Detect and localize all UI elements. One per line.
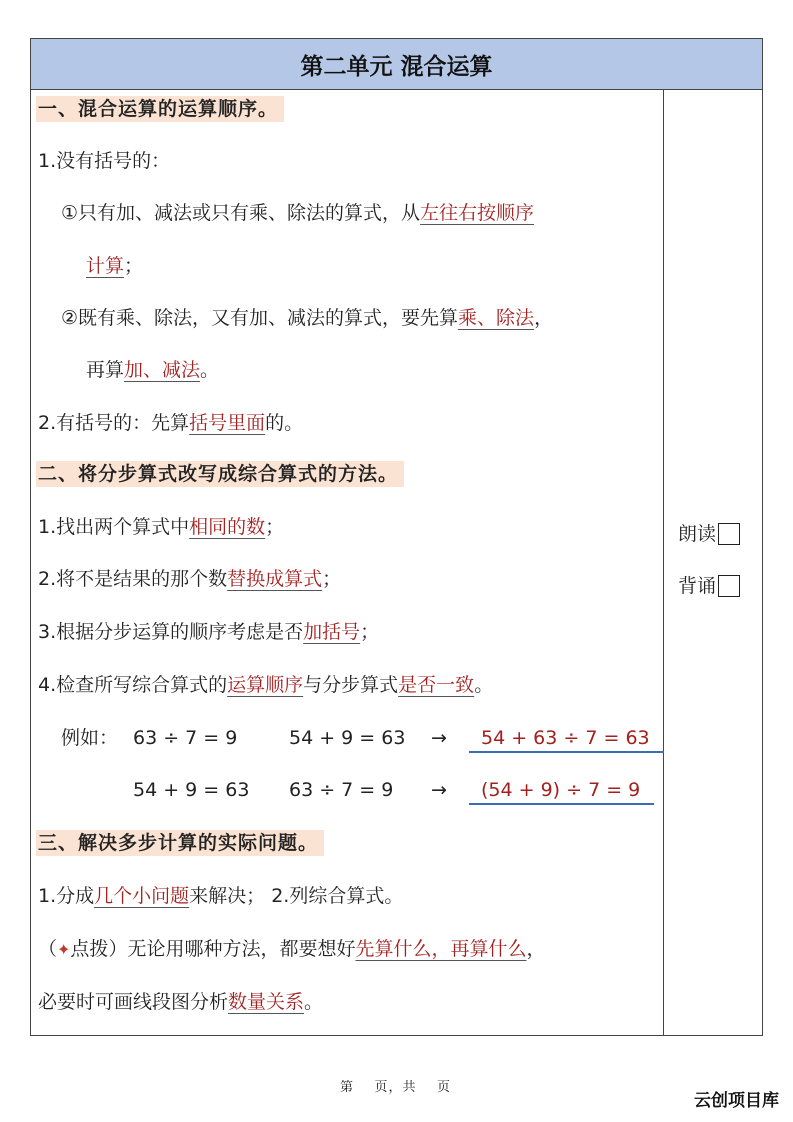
s3-line-2-text: 无论用哪种方法，都要想好 xyxy=(127,938,356,960)
example-1-step-a: 63 ÷ 7 = 9 xyxy=(133,727,238,749)
checklist-column xyxy=(664,89,762,1035)
s3-line-2 xyxy=(38,935,546,964)
s1-line-2-text: ①只有加、减法或只有乘、除法的算式，从 xyxy=(61,202,421,224)
page-title: 第二单元 混合运算 xyxy=(31,39,762,90)
answer-blank: 乘、除法 xyxy=(458,307,535,329)
s2-line-4 xyxy=(38,671,493,699)
s2-line-1-text: 1.找出两个算式中 xyxy=(38,516,190,538)
answer-blank: 括号里面 xyxy=(189,412,266,434)
answer-blank: 数量关系 xyxy=(228,991,305,1013)
punct: ， xyxy=(534,307,554,329)
punct: ； xyxy=(322,568,342,590)
s2-line-4-mid: 与分步算式 xyxy=(303,674,399,696)
worksheet xyxy=(30,38,763,1036)
section-3-heading: 三、解决多步计算的实际问题。 xyxy=(36,830,324,856)
section-1-heading: 一、混合运算的运算顺序。 xyxy=(36,96,284,122)
s1-line-4 xyxy=(61,304,553,332)
recite-check[interactable] xyxy=(678,573,740,599)
s2-line-3-text: 3.根据分步运算的顺序考虑是否 xyxy=(38,621,304,643)
punct: 。 xyxy=(200,359,220,381)
example-2-step-b: 63 ÷ 7 = 9 xyxy=(289,779,394,801)
punct: 的。 xyxy=(265,412,304,434)
s1-line-6-text: 2.有括号的：先算 xyxy=(38,412,190,434)
s2-line-4-text: 4.检查所写综合算式的 xyxy=(38,674,228,696)
page-footer: 第 页，共 页 xyxy=(340,1080,452,1095)
section-1 xyxy=(36,95,284,123)
s2-line-2-text: 2.将不是结果的那个数 xyxy=(38,568,228,590)
answer-blank: (54 + 9) ÷ 7 = 9 xyxy=(469,777,654,805)
s2-line-3 xyxy=(38,618,379,646)
answer-blank: 计算 xyxy=(86,255,125,277)
content-column xyxy=(31,89,664,1035)
paren-open: （ xyxy=(38,938,58,960)
example-2-answer xyxy=(469,776,654,805)
answer-blank: 加括号 xyxy=(303,621,361,643)
punct: 。 xyxy=(474,674,494,696)
section-2 xyxy=(36,460,404,488)
punct: 。 xyxy=(304,991,324,1013)
brand-watermark: 云创项目库 xyxy=(694,1091,779,1111)
answer-blank: 54 + 63 ÷ 7 = 63 xyxy=(469,725,664,753)
read-checkbox[interactable] xyxy=(718,523,740,545)
answer-blank: 几个小问题 xyxy=(94,885,190,907)
punct: ； xyxy=(265,516,285,538)
recite-checkbox[interactable] xyxy=(718,575,740,597)
s2-line-2 xyxy=(38,565,341,593)
read-label: 朗读 xyxy=(678,523,717,545)
s1-line-4-text: ②既有乘、除法，又有加、减法的算式，要先算 xyxy=(61,307,459,329)
example-1-answer xyxy=(469,724,664,753)
s3-line-1-rest: 来解决； 2.列综合算式。 xyxy=(189,885,404,907)
example-1-step-b: 54 + 9 = 63 xyxy=(289,727,406,749)
punct: ； xyxy=(124,255,144,277)
example-2-step-a: 54 + 9 = 63 xyxy=(133,779,250,801)
punct: ， xyxy=(526,938,546,960)
s3-line-3-text: 必要时可画线段图分析 xyxy=(38,991,229,1013)
s3-line-1-text: 1.分成 xyxy=(38,885,95,907)
s1-line-5 xyxy=(86,356,219,384)
s1-line-3 xyxy=(86,252,143,280)
punct: ； xyxy=(360,621,380,643)
read-check[interactable] xyxy=(678,521,740,547)
answer-blank: 替换成算式 xyxy=(227,568,323,590)
arrow-icon: → xyxy=(431,727,447,749)
s3-line-3 xyxy=(38,988,323,1016)
answer-blank: 加、减法 xyxy=(124,359,201,381)
s2-line-1 xyxy=(38,513,284,541)
section-3 xyxy=(36,829,324,857)
answer-blank: 先算什么，再算什么 xyxy=(355,938,527,960)
sparkle-icon: ✦ xyxy=(57,940,71,959)
s1-line-6 xyxy=(38,409,303,437)
answer-blank: 左往右按顺序 xyxy=(420,202,535,224)
tip-tag: 点拨 xyxy=(70,938,109,960)
s1-line-5-text: 再算 xyxy=(86,359,125,381)
s1-line-2 xyxy=(61,199,534,227)
paren-close: ） xyxy=(108,938,128,960)
answer-blank: 是否一致 xyxy=(398,674,475,696)
section-2-heading: 二、将分步算式改写成综合算式的方法。 xyxy=(36,461,404,487)
s1-line-1: 1.没有括号的： xyxy=(38,150,171,172)
arrow-icon: → xyxy=(431,779,447,801)
answer-blank: 运算顺序 xyxy=(227,674,304,696)
s3-line-1 xyxy=(38,882,403,910)
example-label: 例如： xyxy=(61,727,119,749)
worksheet-body xyxy=(31,89,762,1035)
answer-blank: 相同的数 xyxy=(189,516,266,538)
recite-label: 背诵 xyxy=(678,575,717,597)
